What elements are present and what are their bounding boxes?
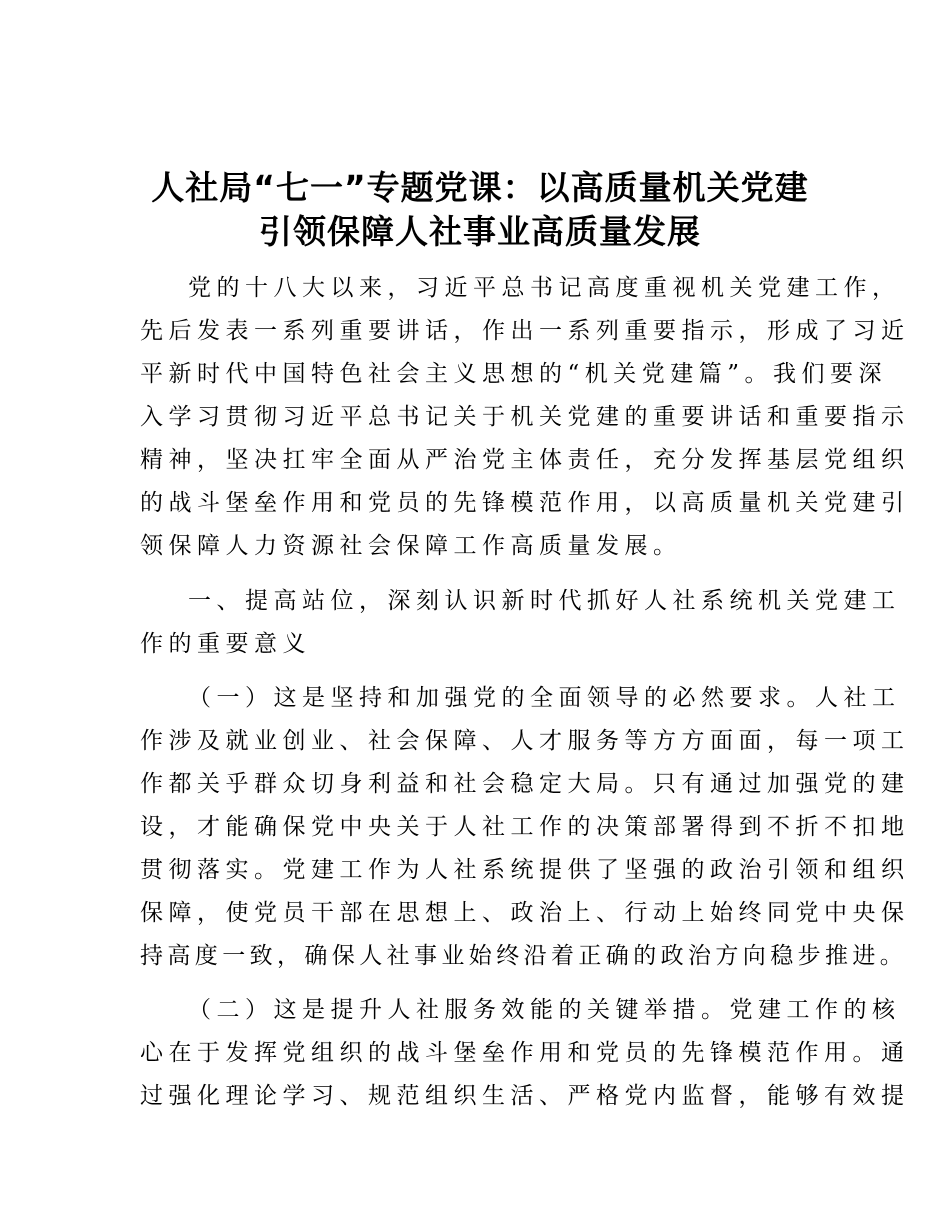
paragraph-line: 作涉及就业创业、社会保障、人才服务等方方面面，每一项工: [140, 728, 910, 754]
paragraph-line: 设，才能确保党中央关于人社工作的决策部署得到不折不扣地: [140, 814, 910, 840]
paragraph-line: 贯彻落实。党建工作为人社系统提供了坚强的政治引领和组织: [140, 857, 910, 883]
paragraph-line: 心在于发挥党组织的战斗堡垒作用和党员的先锋模范作用。通: [140, 1040, 910, 1066]
paragraph-line: （二）这是提升人社服务效能的关键举措。党建工作的核: [188, 997, 901, 1023]
paragraph-line: 保障，使党员干部在思想上、政治上、行动上始终同党中央保: [140, 900, 910, 926]
section-heading-line-2: 作的重要意义: [140, 631, 311, 657]
paragraph-line: 党的十八大以来，习近平总书记高度重视机关党建工作，: [188, 275, 901, 301]
paragraph-line: 领保障人力资源社会保障工作高质量发展。: [140, 533, 682, 559]
paragraph-line: 先后发表一系列重要讲话，作出一系列重要指示，形成了习近: [140, 318, 910, 344]
document-title-line-2: 引领保障人社事业高质量发展: [259, 212, 701, 251]
paragraph-line: 作都关乎群众切身利益和社会稳定大局。只有通过加强党的建: [140, 771, 910, 797]
paragraph-line: 入学习贯彻习近平总书记关于机关党建的重要讲话和重要指示: [140, 404, 910, 430]
paragraph-line: 过强化理论学习、规范组织生活、严格党内监督，能够有效提: [140, 1083, 910, 1109]
paragraph-line: 平新时代中国特色社会主义思想的“机关党建篇”。我们要深: [140, 361, 888, 387]
section-heading-line-1: 一、提高站位，深刻认识新时代抓好人社系统机关党建工: [188, 588, 901, 614]
paragraph-line: 的战斗堡垒作用和党员的先锋模范作用，以高质量机关党建引: [140, 490, 910, 516]
paragraph-line: 精神，坚决扛牢全面从严治党主体责任，充分发挥基层党组织: [140, 447, 910, 473]
paragraph-line: （一）这是坚持和加强党的全面领导的必然要求。人社工: [188, 685, 901, 711]
paragraph-line: 持高度一致，确保人社事业始终沿着正确的政治方向稳步推进。: [140, 943, 908, 969]
document-title-line-1: 人社局“七一”专题党课：以高质量机关党建: [151, 168, 809, 207]
